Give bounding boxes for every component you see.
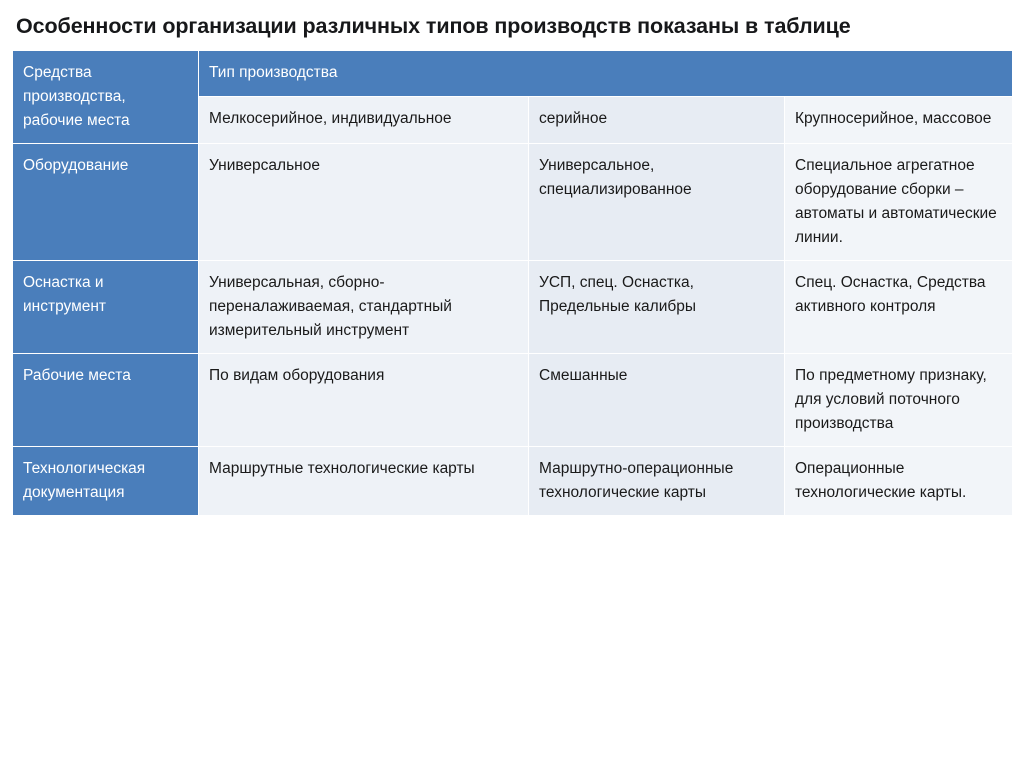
row-header-equipment: Оборудование	[13, 143, 199, 260]
page-title: Особенности организации различных типов производств показаны в таблице	[16, 14, 851, 38]
cell-documentation-mass: Операционные технологические карты.	[785, 447, 1013, 516]
row-header-workplaces: Рабочие места	[13, 353, 199, 446]
table-col-header-3: Крупносерийное, массовое	[785, 97, 1013, 144]
cell-documentation-small-series: Маршрутные технологические карты	[199, 447, 529, 516]
cell-equipment-small-series: Универсальное	[199, 143, 529, 260]
table-col-header-2: серийное	[529, 97, 785, 144]
cell-equipment-mass: Специальное агрегатное оборудование сборки – автоматы и автоматические линии.	[785, 143, 1013, 260]
production-types-table	[12, 50, 1013, 516]
cell-tooling-series: УСП, спец. Оснастка, Предельные калибры	[529, 260, 785, 353]
cell-workplaces-series: Смешанные	[529, 353, 785, 446]
table-row-top-header	[13, 50, 1013, 97]
cell-workplaces-small-series: По видам оборудования	[199, 353, 529, 446]
table-col-header-1: Мелкосерийное, индивидуальное	[199, 97, 529, 144]
cell-equipment-series: Универсальное, специализированное	[529, 143, 785, 260]
table-row	[13, 260, 1013, 353]
row-header-tooling: Оснастка и инструмент	[13, 260, 199, 353]
table-corner-header: Средства производства, рабочие места	[13, 50, 199, 143]
table-row	[13, 143, 1013, 260]
cell-tooling-mass: Спец. Оснастка, Средства активного контроля	[785, 260, 1013, 353]
table-row	[13, 447, 1013, 516]
cell-tooling-small-series: Универсальная, сборно-переналаживаемая, стандартный измерительный инструмент	[199, 260, 529, 353]
table-row	[13, 353, 1013, 446]
row-header-documentation: Технологическая документация	[13, 447, 199, 516]
table-span-header: Тип производства	[199, 50, 1013, 97]
cell-documentation-series: Маршрутно-операционные технологические карты	[529, 447, 785, 516]
cell-workplaces-mass: По предметному признаку, для условий поточного производства	[785, 353, 1013, 446]
